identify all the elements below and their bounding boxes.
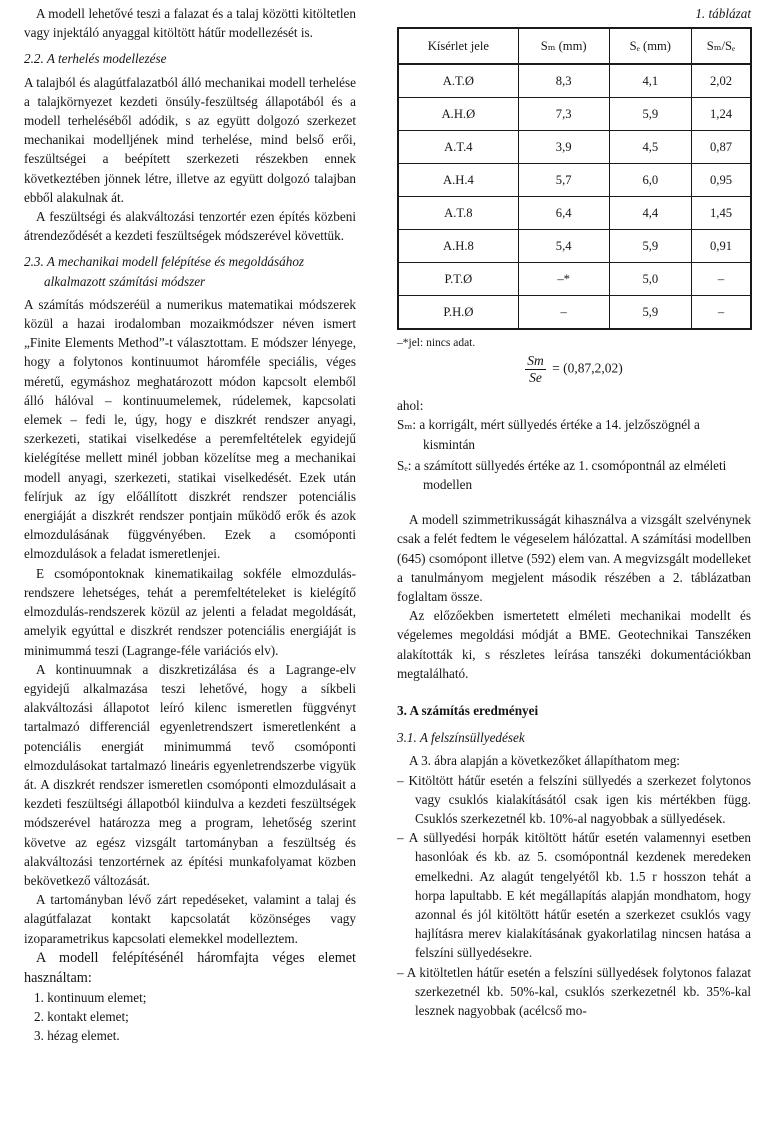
paragraph-2-3-c: A kontinuumnak a diszkretizálása és a Lagrange-elv egyidejű alkalmazása teszi lehetővé, hogy a síkbeli alakváltozási állapotot leíró kilenc ismeretlen függvényt tartalmazó differenciál egyenletrendszert ismeretlenként a potenciális energiát minimummá tevő csomóponti elmozdulásokat tartalmazó lineáris egyenletrendszerbe vigyük át. A diszkrét rendszer ismeretlen csomóponti elmozdulásait a kezdeti feszültségi állapotból kiindulva a kezdeti feszültségek módszerével határozza meg a program, lehetőség szerint követve az egész vizsgált tartományban a feszültség és alakváltozási tenzortérnek az építési munkafolyamat közben bekövetkező változását.	[24, 661, 356, 888]
table-cell: 7,3	[518, 98, 609, 131]
left-column	[24, 4, 356, 1045]
formula-fraction	[525, 353, 546, 386]
table-cell: 3,9	[518, 131, 609, 164]
table-row	[398, 296, 751, 330]
table-cell: A.H.4	[398, 164, 518, 197]
table-row	[398, 230, 751, 263]
paragraph-2-3-e: A modell felépítésénél háromfajta véges elemet használtam:	[24, 949, 356, 986]
table-cell: –	[518, 296, 609, 330]
table-header-cell: Kísérlet jele	[398, 28, 518, 64]
table-caption: 1. táblázat	[695, 6, 751, 21]
table-header-cell: Sₘ (mm)	[518, 28, 609, 64]
paragraph-2-3-a: A számítás módszeréül a numerikus matematikai módszerek közül a hazai irodalomban mozaikmódszer néven ismert „Finite Elements Method”-t választottam. E módszer lényege, hogy a folytonos kontinuumot háromféle speciális, véges méretű, egymáshoz meghatározott módon kapcsolt elemből álló hálóval – kontinuumelemek, rúdelemek, kapcsolati elemek – fedi le, úgy, hogy e diszkrét rendszer anyagi, szerkezeti, statikai viselkedése a peremfeltételek egyidejű kielégítése mellett minél jobban közelítse meg a mechanikai modell anyagi, szerkezeti, statikai viselkedését. Ezek után felírjuk az így előállított diszkrét rendszer potenciális energiáját a diszkrét rendszer pontjain működő erők és azok elmozdulásának függvényében. Ezek a csomóponti elmozdulások a feladat ismeretlenjei.	[24, 296, 356, 562]
table-cell: 2,02	[692, 64, 751, 98]
table-cell: 0,95	[692, 164, 751, 197]
table-cell: 4,1	[609, 64, 691, 98]
table-header-cell: Sₘ/Sₑ	[692, 28, 751, 64]
list-item: – A kitöltetlen hátűr esetén a felszíni süllyedések folytonos falazat szerkezetnél kb. 50%-kal, csuklós szerkezetnél kb. 35%-kal lesznek nagyobbak (acélcső mo-	[397, 964, 751, 1019]
list-item: – Kitöltött hátűr esetén a felszíni süllyedés a szerkezet folytonos vagy csuklós kialakításától csak igen kis mértékben függ. Csuklós szerkezetnél kb. 10%-al nagyobbak a süllyedések.	[397, 772, 751, 827]
table-cell: 5,0	[609, 263, 691, 296]
table-cell: 1,24	[692, 98, 751, 131]
definition-se: Sₑ: a számított süllyedés értéke az 1. csomópontnál az elméleti modellen	[397, 457, 727, 493]
section-heading-3-1: 3.1. A felszínsüllyedések	[397, 730, 525, 746]
ratio-formula	[397, 353, 751, 386]
table-cell: P.H.Ø	[398, 296, 518, 330]
right-column	[397, 4, 751, 1020]
list-item: – A süllyedési horpák kitöltött hátűr esetén valamennyi esetben hasonlóak és kb. az 5. csomópontnál kezdenek meredeken emelkedni. Az alagút tengelyétől kb. 1.5 r hosszon tehát a horpa lapultabb. E két megállapítás alapján mondhatom, hogy azonnal és jól kitöltött hátűr esetén a szerkezet csuklós vagy hajlításra merev kialakításának gyakorlatilag nincsen hatása a felszíni süllyedésekre.	[397, 830, 751, 961]
paragraph-symmetry: A modell szimmetrikusságát kihasználva a vizsgált szelvénynek csak a felét fedtem le végeselem hálózattal. A számítási modellben (645) csomópont illetve (592) elem van. A megvizsgált modelleket a tanulmányom megjelent második részében a 2. táblázatban foglaltam össze.	[397, 512, 751, 605]
table-cell: 1,45	[692, 197, 751, 230]
table-row	[398, 197, 751, 230]
table-row	[398, 131, 751, 164]
table-footnote: –*jel: nincs adat.	[397, 337, 476, 350]
table-cell: A.T.8	[398, 197, 518, 230]
table-cell: 5,9	[609, 296, 691, 330]
paragraph-2-3-b: E csomópontoknak kinematikailag sokféle elmozdulás-rendszere lehetséges, tehát a peremfeltételeket is kielégítő elmozdulás-rendszerek közül az jelenti a feladat megoldását, amelyik egyúttal e diszkrét rendszer potenciális energiáját is minimummá teszi (Lagrange-féle variációs elv).	[24, 565, 356, 658]
table-cell: 8,3	[518, 64, 609, 98]
list-item: 1. kontinuum elemet;	[34, 989, 147, 1005]
table-cell: 0,91	[692, 230, 751, 263]
table-cell: P.T.Ø	[398, 263, 518, 296]
table-header-row	[398, 28, 751, 64]
paragraph-3-1: A 3. ábra alapján a következőket állapíthatom meg:	[409, 753, 680, 769]
section-heading-2-3: 2.3. A mechanikai modell felépítése és megoldásához alkalmazott számítási módszer	[24, 254, 305, 289]
section-heading-2-2: 2.2. A terhelés modellezése	[24, 51, 167, 67]
table-cell: –	[692, 296, 751, 330]
table-row	[398, 98, 751, 131]
table-row	[398, 263, 751, 296]
table-cell: 5,4	[518, 230, 609, 263]
table-row	[398, 164, 751, 197]
paragraph-bme: Az előzőekben ismertetett elméleti mechanikai modellt és végelemes megoldási módját a BME. Geotechnikai Tanszéken alakították ki, s részletes leírása tanszéki dokumentációkban megtalálható.	[397, 608, 751, 681]
section-heading-3: 3. A számítás eredményei	[397, 703, 539, 719]
spacer	[397, 494, 751, 510]
table-cell: 4,4	[609, 197, 691, 230]
where-label: ahol:	[397, 398, 424, 414]
table-cell: 0,87	[692, 131, 751, 164]
paragraph-2-2-b: A feszültségi és alakváltozási tenzortér ezen építés közbeni átrendeződését a kezdeti feszültségek módszerével követtük.	[24, 209, 356, 244]
list-item: 2. kontakt elemet;	[34, 1008, 129, 1024]
results-table	[397, 27, 752, 330]
table-cell: 5,9	[609, 230, 691, 263]
table-cell: 4,5	[609, 131, 691, 164]
formula-rhs: = (0,87,2,02)	[552, 360, 623, 376]
table-row	[398, 64, 751, 98]
table-cell: A.T.4	[398, 131, 518, 164]
list-item: 3. hézag elemet.	[34, 1028, 120, 1044]
formula-denominator: Se	[529, 370, 542, 386]
table-cell: A.T.Ø	[398, 64, 518, 98]
paragraph-2-2-a: A talajból és alagútfalazatból álló mechanikai modell terhelése a talajkörnyezet kezdeti önsúly-feszültség állapotából és a modell terheléséből adódik, s az együtt dolgozó szerkezet mechanikai modelljének mind terhelése, mind belső erői, feszültségei a beépített szerkezeti részekben ennek következtében jönnek létre, illetve az együtt dolgozó talajban ebből alakulnak át.	[24, 74, 356, 205]
element-type-list	[24, 988, 356, 1046]
table-cell: 5,9	[609, 98, 691, 131]
table-cell: –*	[518, 263, 609, 296]
table-cell: 6,4	[518, 197, 609, 230]
table-cell: –	[692, 263, 751, 296]
table-cell: 6,0	[609, 164, 691, 197]
table-header-cell: Sₑ (mm)	[609, 28, 691, 64]
paragraph-intro: A modell lehetővé teszi a falazat és a talaj közötti kitöltetlen vagy injektáló anyaggal kitöltött hátűr modellezését is.	[24, 6, 356, 41]
table-cell: 5,7	[518, 164, 609, 197]
paragraph-2-3-d: A tartományban lévő zárt repedéseket, valamint a talaj és alagútfalazat kontakt kapcsolatát közönséges vagy izoparametrikus kapcsolati elemekkel modelleztem.	[24, 892, 356, 946]
table-cell: A.H.Ø	[398, 98, 518, 131]
table-cell: A.H.8	[398, 230, 518, 263]
definition-sm: Sₘ: a korrigált, mért süllyedés értéke a 14. jelzőszögnél a kismintán	[397, 417, 700, 452]
formula-numerator: Sm	[527, 353, 544, 369]
